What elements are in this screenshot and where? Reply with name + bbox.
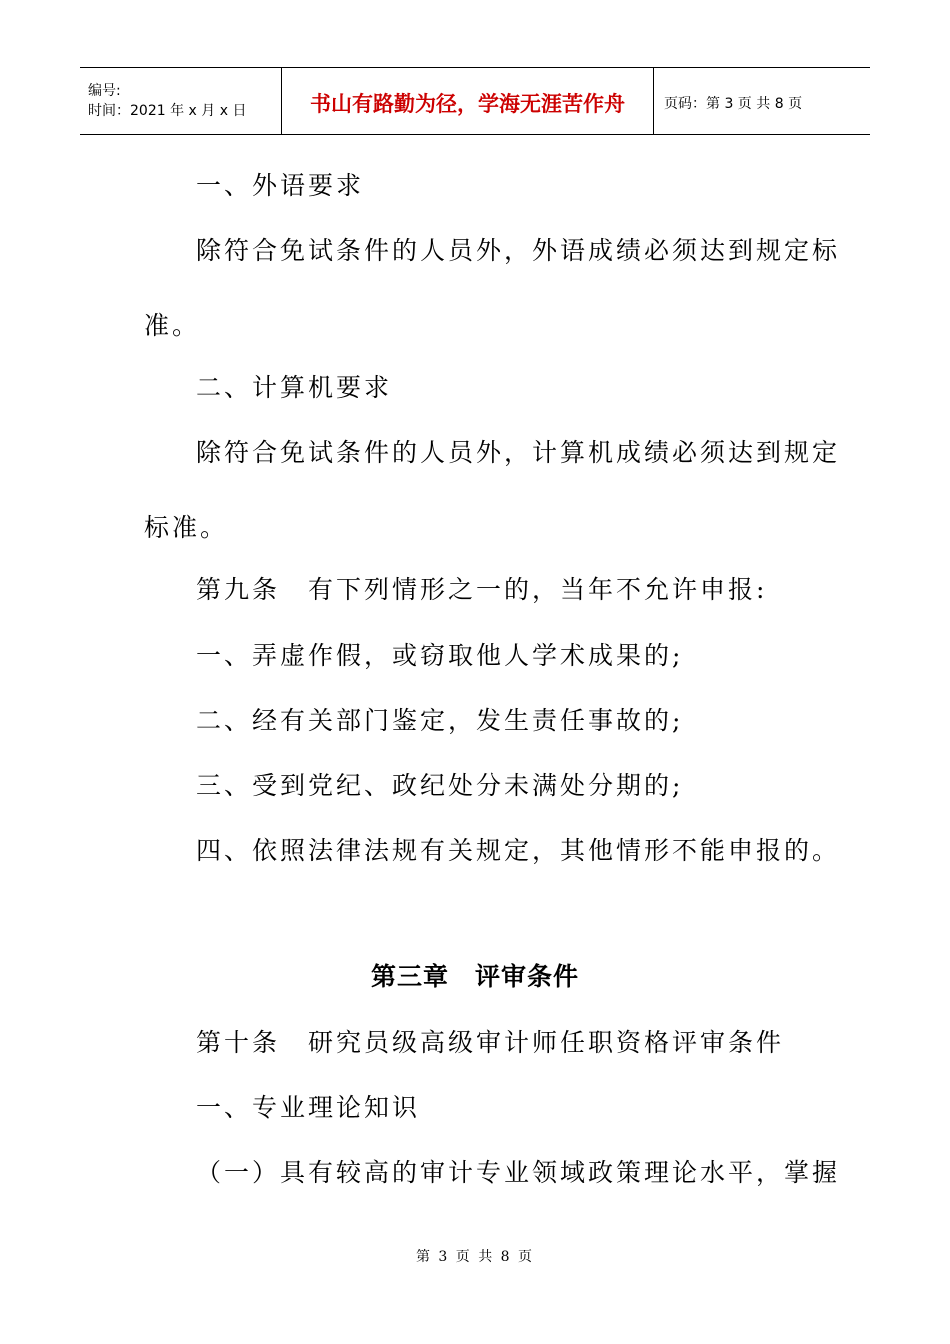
section-heading-computer: 二、计算机要求 <box>196 373 393 402</box>
list-item: 一、弄虚作假，或窃取他人学术成果的; <box>196 641 684 670</box>
list-item: 二、经有关部门鉴定，发生责任事故的; <box>196 706 684 735</box>
paragraph-line: 标准。 <box>144 513 229 542</box>
paragraph-line: 除符合免试条件的人员外，计算机成绩必须达到规定 <box>196 438 841 467</box>
article-ten-heading: 第十条 研究员级高级审计师任职资格评审条件 <box>196 1028 785 1057</box>
header-meta <box>80 68 282 134</box>
header-motto: 书山有路勤为径，学海无涯苦作舟 <box>282 68 654 134</box>
header-page-info: 页码：第 3 页 共 8 页 <box>664 96 803 112</box>
list-item: 四、依照法律法规有关规定，其他情形不能申报的。 <box>196 836 841 865</box>
paragraph-line: 准。 <box>144 311 201 340</box>
section-heading-foreign-language: 一、外语要求 <box>196 171 365 200</box>
document-date: 时间：2021 年 x 月 x 日 <box>88 103 247 119</box>
paragraph-line: （一）具有较高的审计专业领域政策理论水平，掌握 <box>196 1158 841 1187</box>
chapter-title: 第三章 评审条件 <box>370 962 579 991</box>
section-heading-theory: 一、专业理论知识 <box>196 1093 421 1122</box>
article-nine-heading: 第九条 有下列情形之一的，当年不允许申报: <box>196 575 768 604</box>
page-footer: 第 3 页 共 8 页 <box>415 1249 535 1265</box>
paragraph-line: 除符合免试条件的人员外，外语成绩必须达到规定标 <box>196 236 841 265</box>
page-header <box>80 67 870 135</box>
document-number-label: 编号: <box>88 83 121 99</box>
list-item: 三、受到党纪、政纪处分未满处分期的; <box>196 771 684 800</box>
